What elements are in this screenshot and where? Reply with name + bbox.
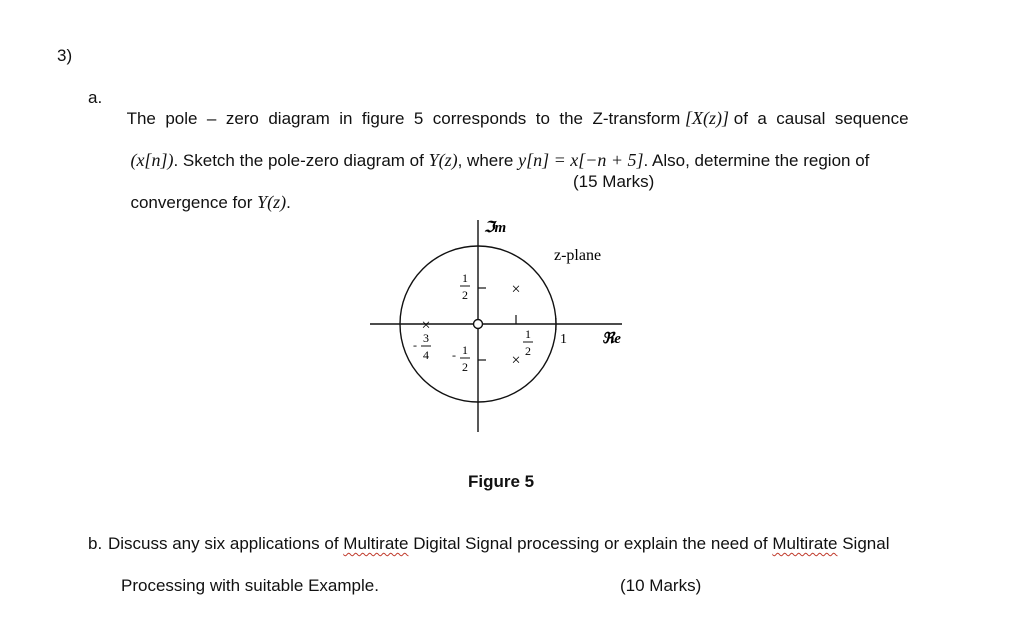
re-axis-label: ℜe <box>602 331 621 347</box>
part-a-label: a. <box>88 88 103 107</box>
text-segment: Discuss any six applications of <box>108 534 344 553</box>
frac-num: 1 <box>462 343 468 357</box>
text-segment: , where <box>457 151 519 170</box>
part-a-line-3 <box>121 172 291 213</box>
text-segment: convergence for <box>130 193 258 212</box>
pole-marker-upper: × <box>511 281 521 298</box>
math-y-of-n-equation: y[n] = x[−n + 5] <box>518 150 644 170</box>
spellcheck-word: Multirate <box>772 534 838 553</box>
label-re-neg-three-quarter <box>413 331 431 362</box>
frac-sign: - <box>413 338 417 352</box>
frac-num: 1 <box>462 271 468 285</box>
pole-marker-lower: × <box>511 352 521 369</box>
text-segment: Signal <box>837 534 890 553</box>
frac-den: 2 <box>462 288 468 302</box>
math-y-of-z: Y(z) <box>428 150 458 170</box>
im-axis-label: ℑm <box>484 220 507 236</box>
part-b-line-2: Processing with suitable Example. <box>121 576 379 595</box>
part-a-marks: (15 Marks) <box>573 172 655 191</box>
text-segment: . <box>286 193 291 212</box>
text-segment: . Also, determine the region of <box>643 151 870 170</box>
math-y-of-z: Y(z) <box>257 192 287 212</box>
text-segment: of a causal sequence <box>729 109 909 128</box>
frac-sign: - <box>452 348 456 362</box>
part-a-line-2 <box>121 130 946 171</box>
label-re-half <box>523 327 533 358</box>
zero-marker-origin <box>474 320 483 329</box>
math-x-of-n: (x[n]) <box>130 150 174 170</box>
spellcheck-word: Multirate <box>343 534 409 553</box>
part-b-marks: (10 Marks) <box>620 576 702 595</box>
frac-den: 4 <box>423 348 429 362</box>
text-segment: Digital Signal processing or explain the need of <box>408 534 773 553</box>
label-im-neg-half <box>452 343 470 374</box>
label-im-half <box>460 271 470 302</box>
text-segment: . Sketch the pole-zero diagram of <box>173 151 429 170</box>
question-number: 3) <box>57 46 73 65</box>
unit-one-label: 1 <box>560 332 567 347</box>
frac-den: 2 <box>462 360 468 374</box>
frac-num: 3 <box>423 331 429 345</box>
math-x-of-z: [X(z)] <box>685 108 730 128</box>
part-b-line-1 <box>108 534 889 554</box>
figure-caption: Figure 5 <box>468 472 535 491</box>
part-b-label: b. <box>88 534 103 553</box>
frac-den: 2 <box>525 344 531 358</box>
pole-zero-diagram <box>360 210 640 440</box>
pole-marker-left: × <box>421 317 431 334</box>
z-plane-label: z-plane <box>554 247 602 264</box>
frac-num: 1 <box>525 327 531 341</box>
text-segment: The pole – zero diagram in figure 5 corresponds to the Z-transform <box>126 109 686 128</box>
